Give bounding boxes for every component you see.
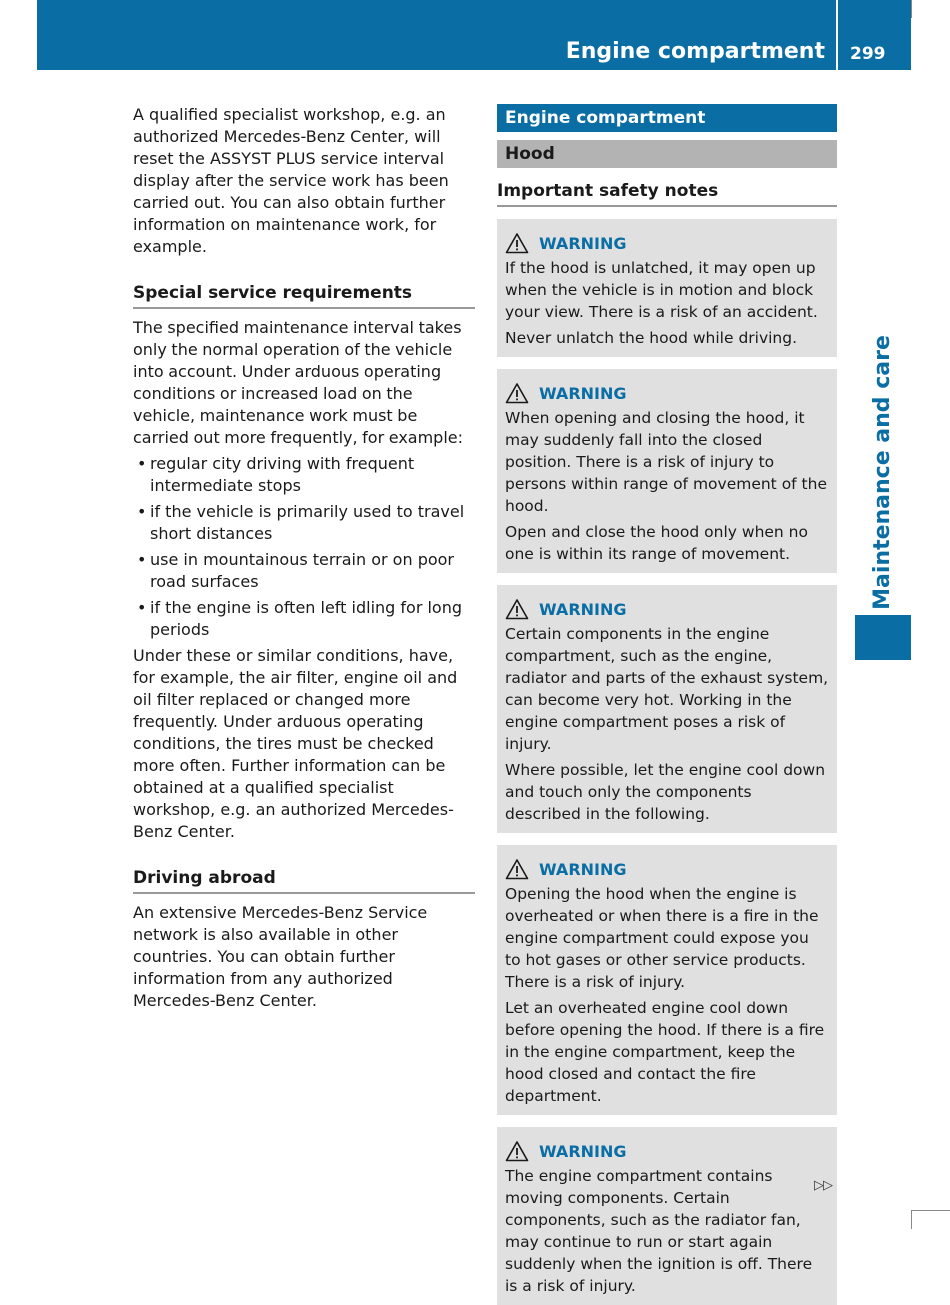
warning-box	[497, 1127, 837, 1305]
page-header-title: Engine compartment	[565, 39, 825, 64]
warning-label: WARNING	[539, 383, 627, 403]
subsection-title: Hood	[497, 140, 837, 168]
warning-header	[505, 381, 829, 405]
warning-label: WARNING	[539, 1141, 627, 1161]
page-number: 299	[850, 44, 886, 64]
list-item: • if the engine is often left idling for long periods	[133, 597, 475, 641]
list-item: • if the vehicle is primarily used to travel short distances	[133, 501, 475, 545]
warning-label: WARNING	[539, 233, 627, 253]
right-column	[497, 104, 837, 1305]
chapter-side-tab-label: Maintenance and care	[870, 335, 895, 610]
warning-label: WARNING	[539, 599, 627, 619]
left-column	[133, 104, 475, 1012]
warning-triangle-icon	[505, 858, 529, 880]
warning-header	[505, 857, 829, 881]
crop-mark	[911, 1210, 950, 1211]
warning-box	[497, 845, 837, 1115]
warning-text: If the hood is unlatched, it may open up when the vehicle is in motion and block your view. There is a risk of an accident.	[505, 259, 818, 321]
warning-instruction: Never unlatch the hood while driving.	[505, 329, 798, 347]
section-title: Engine compartment	[497, 104, 837, 132]
intro-paragraph: A qualified specialist workshop, e.g. an authorized Mercedes-Benz Center, will reset the ASSYST PLUS service interval display after the service work has been carried out. You can also obtain further information on maintenance work, for example.	[133, 105, 449, 256]
warning-triangle-icon	[505, 382, 529, 404]
warning-text: When opening and closing the hood, it may suddenly fall into the closed position. There is a risk of injury to persons within range of movement of the hood.	[505, 409, 827, 515]
warning-text: Opening the hood when the engine is overheated or when there is a fire in the engine compartment could expose you to hot gases or other service products. There is a risk of injury.	[505, 885, 819, 991]
warning-triangle-icon	[505, 598, 529, 620]
warning-box	[497, 369, 837, 573]
crop-mark	[911, 1210, 912, 1229]
warning-header	[505, 1139, 829, 1163]
warning-header	[505, 597, 829, 621]
continued-next-page-icon: ▷▷	[814, 1178, 832, 1193]
special-conditions-list	[133, 453, 475, 641]
special-service-heading: Special service requirements	[133, 282, 475, 309]
warning-instruction: Where possible, let the engine cool down and touch only the components described in the following.	[505, 761, 826, 823]
warning-triangle-icon	[505, 1140, 529, 1162]
warning-box	[497, 219, 837, 357]
chapter-side-block	[855, 615, 911, 660]
driving-abroad-paragraph: An extensive Mercedes-Benz Service network is also available in other countries. You can obtain further information from any authorized Mercedes-Benz Center.	[133, 903, 428, 1010]
safety-notes-heading: Important safety notes	[497, 180, 837, 207]
warning-text: The engine compartment contains moving components. Certain components, such as the radiator fan, may continue to run or start again suddenly when the ignition is off. There is a risk of injury.	[505, 1167, 813, 1295]
warning-header	[505, 231, 829, 255]
warning-box	[497, 585, 837, 833]
warning-instruction: Let an overheated engine cool down before opening the hood. If there is a fire in the engine compartment, keep the hood closed and contact the fire department.	[505, 999, 825, 1105]
list-item: • use in mountainous terrain or on poor road surfaces	[133, 549, 475, 593]
special-service-followup-paragraph: Under these or similar conditions, have, for example, the air filter, engine oil and oil filter replaced or changed more frequently. Under arduous operating conditions, the tires must be checked more often. Further information can be obtained at a qualified specialist workshop, e.g. an authorized Mercedes-Benz Center.	[133, 646, 458, 841]
driving-abroad-heading: Driving abroad	[133, 867, 475, 894]
warning-triangle-icon	[505, 232, 529, 254]
chapter-side-tab	[855, 330, 911, 615]
warning-text: Certain components in the engine compartment, such as the engine, radiator and parts of the exhaust system, can become very hot. Working in the engine compartment poses a risk of injury.	[505, 625, 829, 753]
list-item: • regular city driving with frequent intermediate stops	[133, 453, 475, 497]
special-service-paragraph: The specified maintenance interval takes only the normal operation of the vehicle into account. Under arduous operating conditions or increased load on the vehicle, maintenance work must be carried out more frequently, for example:	[133, 318, 464, 447]
warning-instruction: Open and close the hood only when no one is within its range of movement.	[505, 523, 808, 563]
warning-label: WARNING	[539, 859, 627, 879]
crop-mark	[911, 0, 912, 18]
header-divider	[836, 0, 838, 70]
